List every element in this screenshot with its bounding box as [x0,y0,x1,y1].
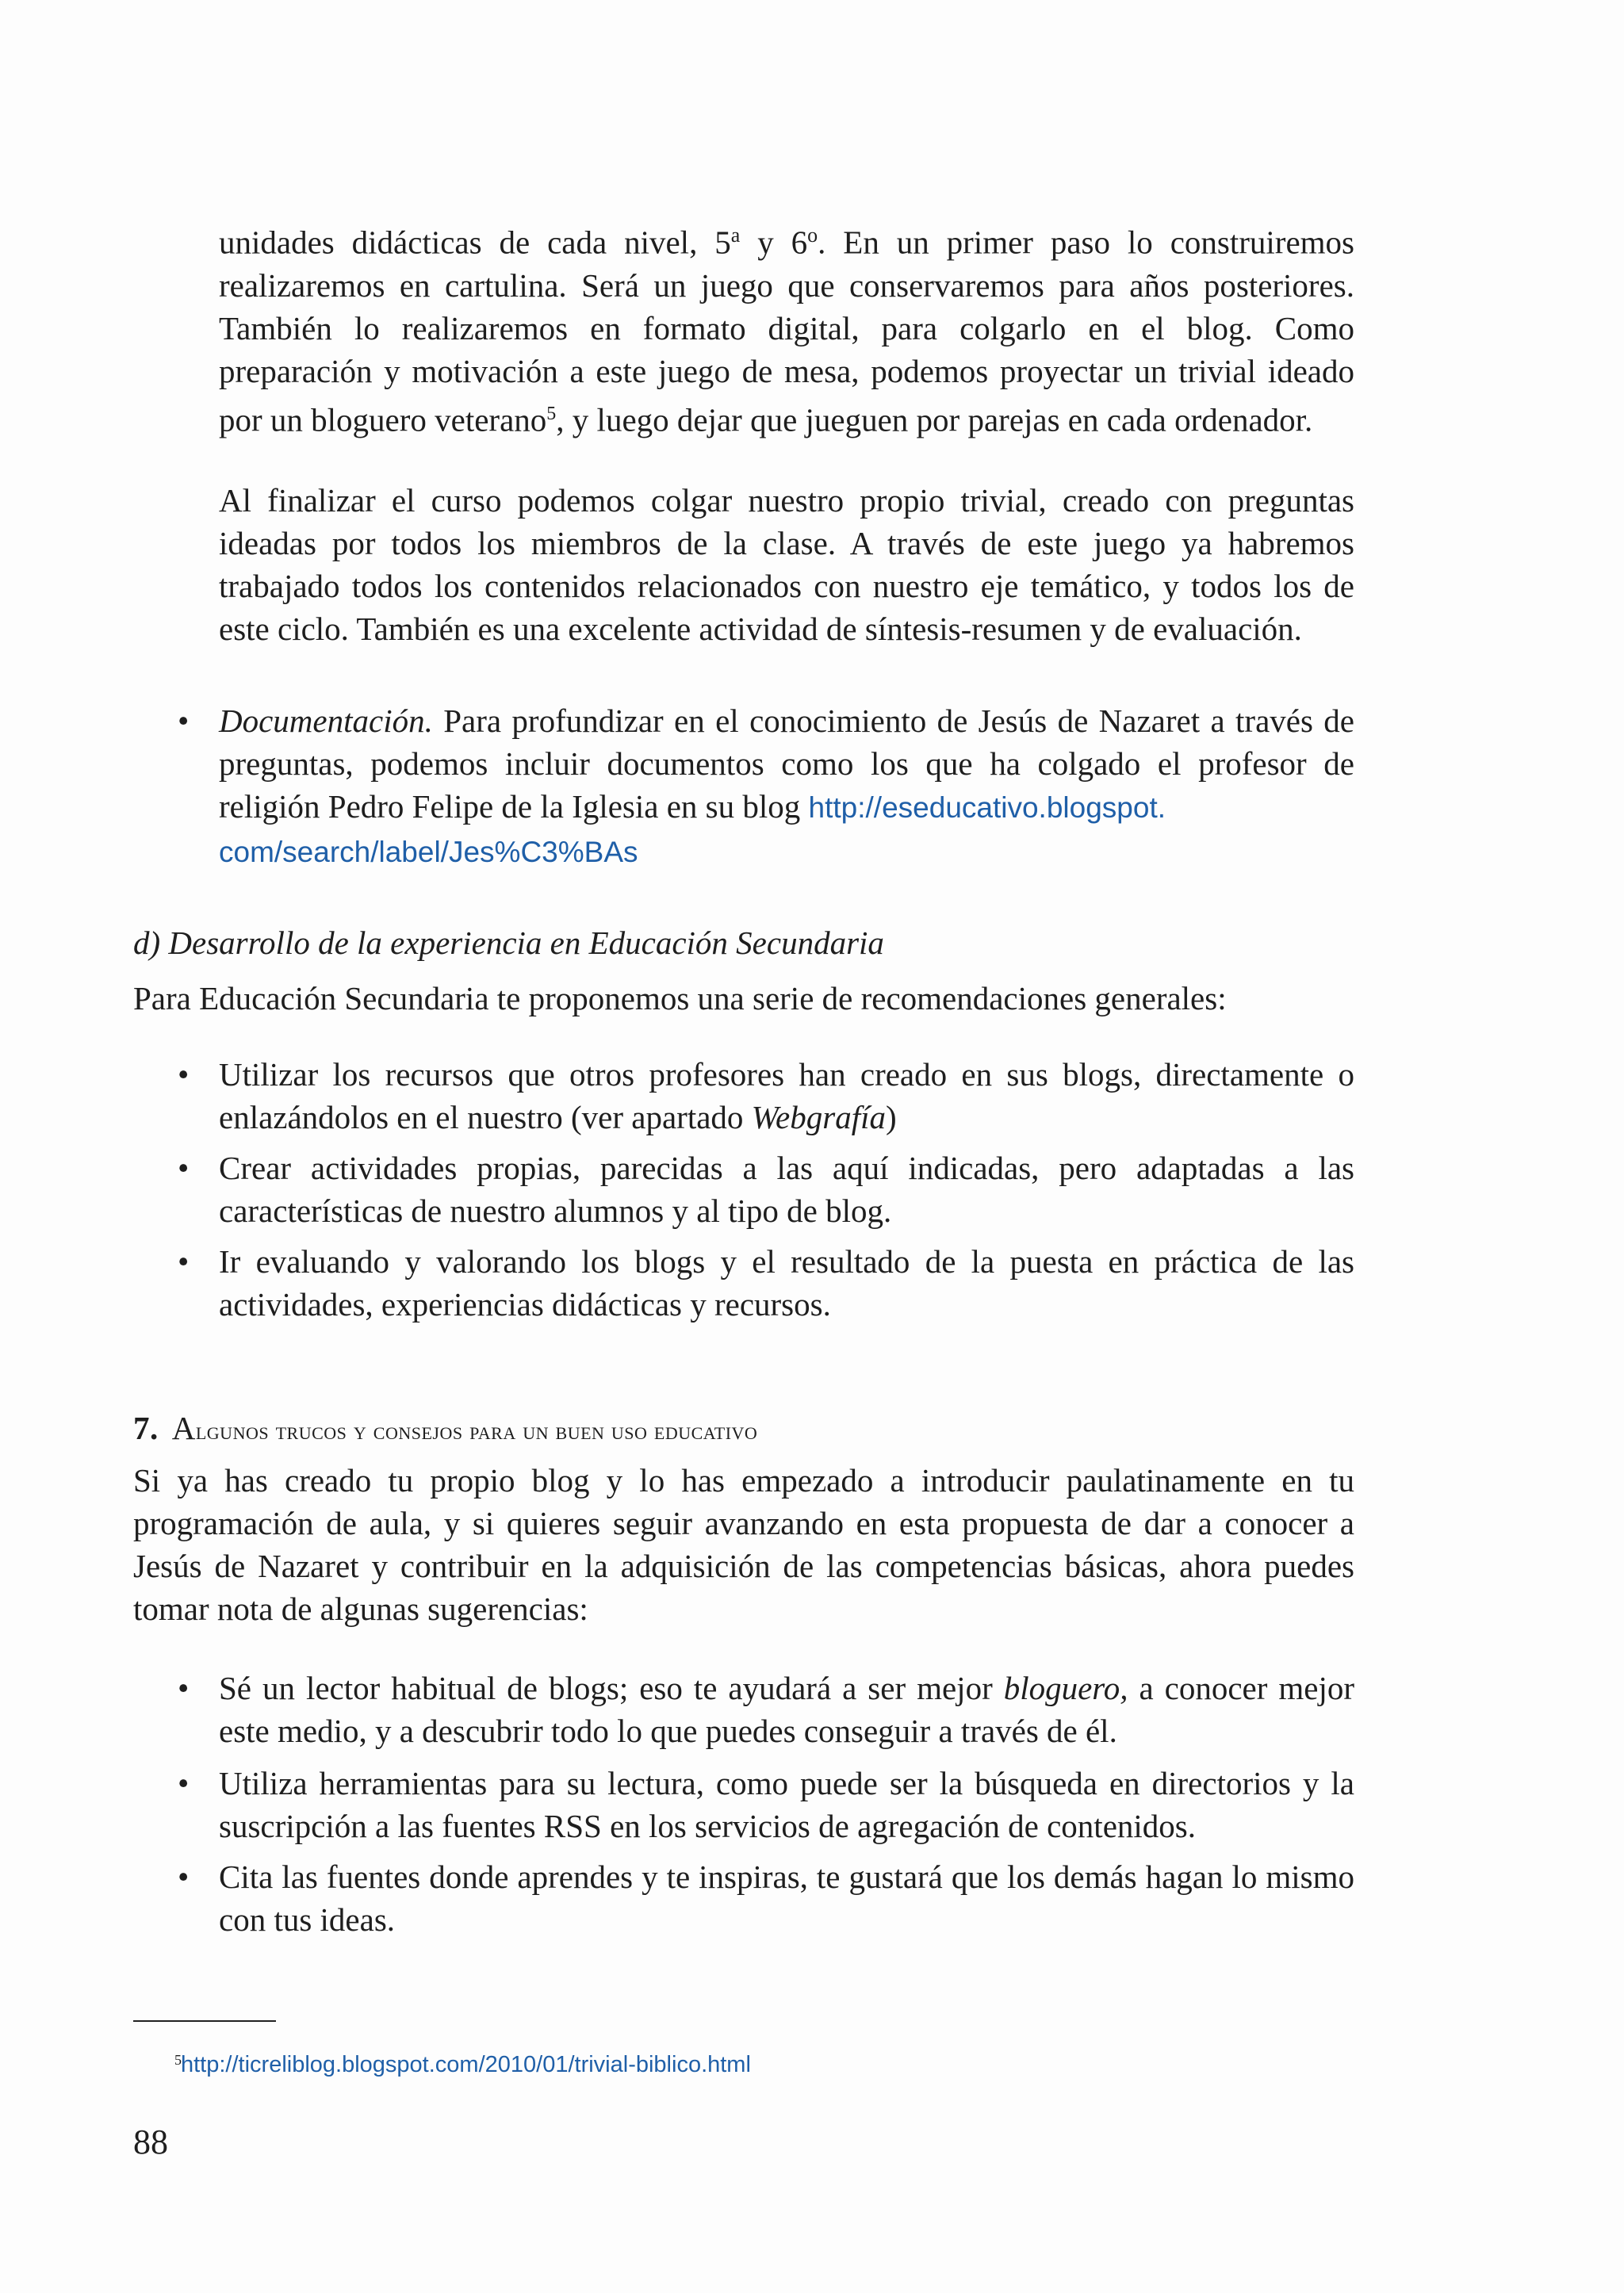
list-item-text: Sé un lector habitual de blogs; eso te ayudará a ser mejor bloguero, a conocer mejor este medio, y a descubrir todo lo que puedes conseguir a través de él. [219,1670,1354,1749]
bullet-icon: • [178,702,190,739]
term-documentacion: Documentación. [219,702,433,739]
list-item-text: Cita las fuentes donde aprendes y te inspiras, te gustará que los demás hagan lo mismo con tus ideas. [219,1859,1354,1938]
paragraph-text: Al finalizar el curso podemos colgar nuestro propio trivial, creado con preguntas ideadas por todos los miembros de la clase. A través de este juego ya habremos trabajado todos los contenidos relacionados con nuestro eje temático, y todos los de este ciclo. También es una excelente actividad de síntesis-resumen y de evaluación. [219,482,1354,647]
list-item-text: Utiliza herramientas para su lectura, como puede ser la búsqueda en directorios y la suscripción a las fuentes RSS en los servicios de agregación de contenidos. [219,1765,1354,1844]
list-item-documentacion [178,699,1354,874]
bullet-icon: • [178,1056,190,1093]
section-title: lgunos trucos y consejos para un buen uso educativo [195,1416,758,1445]
paragraph-text: unidades didácticas de cada nivel, 5$^a$ y 6$^o$. En un primer paso lo construiremos realizaremos en cartulina. Será un juego que conservaremos para años posteriores. También lo realizaremos en formato digital, para colgarlo en el blog. Como preparación y motivación a este juego de mesa, podemos proyectar un trivial ideado por un bloguero veterano$^5$, y luego dejar que jueguen por parejas en cada ordenador. [219,224,1355,438]
list-item-text: Utilizar los recursos que otros profesores han creado en sus blogs, directamente o enlazándolos en el nuestro (ver apartado Webgrafía) [219,1056,1354,1135]
webgrafia-term: Webgrafía [751,1099,886,1135]
footnote-reference[interactable]: 5 [546,403,557,424]
bullet-icon: • [178,1765,190,1801]
footnote [174,2050,751,2079]
bloguero-term: bloguero, [1003,1670,1128,1706]
bullet-icon: • [178,1859,190,1895]
paragraph-trivial [219,214,1354,441]
list-item [178,1667,1354,1752]
section-heading: 7. Algunos trucos y consejos para un buen uso educativo [133,1410,758,1446]
subsection-intro: Para Educación Secundaria te proponemos una serie de recomendaciones generales: [133,980,1227,1016]
list-item [178,1146,1354,1232]
list-item [178,1053,1354,1139]
bullet-icon: • [178,1150,190,1186]
paragraph-final-curso [219,479,1354,650]
footnote-divider [133,2020,276,2022]
superscript: a [730,224,741,247]
list-item-text: Ir evaluando y valorando los blogs y el resultado de la puesta en práctica de las actividades, experiencias didácticas y recursos. [219,1243,1354,1323]
list-item-text: Crear actividades propias, parecidas a las aquí indicadas, pero adaptadas a las características de nuestro alumnos y al tipo de blog. [219,1150,1354,1229]
list-item [178,1240,1354,1326]
footnote-mark: 5 [174,2052,182,2068]
list-item [178,1762,1354,1847]
bullet-icon: • [178,1243,190,1280]
section-number: 7. [133,1410,159,1446]
blog-link-continued[interactable]: com/search/label/Jes%C3%BAs [219,836,638,868]
list-item-text: Documentación. Para profundizar en el conocimiento de Jesús de Nazaret a través de preguntas, podemos incluir documentos como los que ha colgado el profesor de religión Pedro Felipe de la Iglesia en su blog http://eseducativo.blogspot. com/search/label/Jes%C3%BAs [219,702,1354,868]
section-intro: Si ya has creado tu propio blog y lo has empezado a introducir paulatinamente en tu programación de aula, y si quieres seguir avanzando en esta propuesta de dar a conocer a Jesús de Nazaret y contribuir en la adquisición de las competencias básicas, ahora puedes tomar nota de algunas sugerencias: [133,1462,1354,1627]
list-item [178,1855,1354,1941]
page-number: 88 [133,2123,168,2161]
blog-link[interactable]: http://eseducativo.blogspot. [808,791,1166,824]
superscript: o [807,224,818,247]
footnote-link[interactable]: http://ticreliblog.blogspot.com/2010/01/trivial-biblico.html [181,2052,751,2077]
bullet-icon: • [178,1670,190,1706]
subsection-heading: d) Desarrollo de la experiencia en Educación Secundaria [133,924,884,961]
